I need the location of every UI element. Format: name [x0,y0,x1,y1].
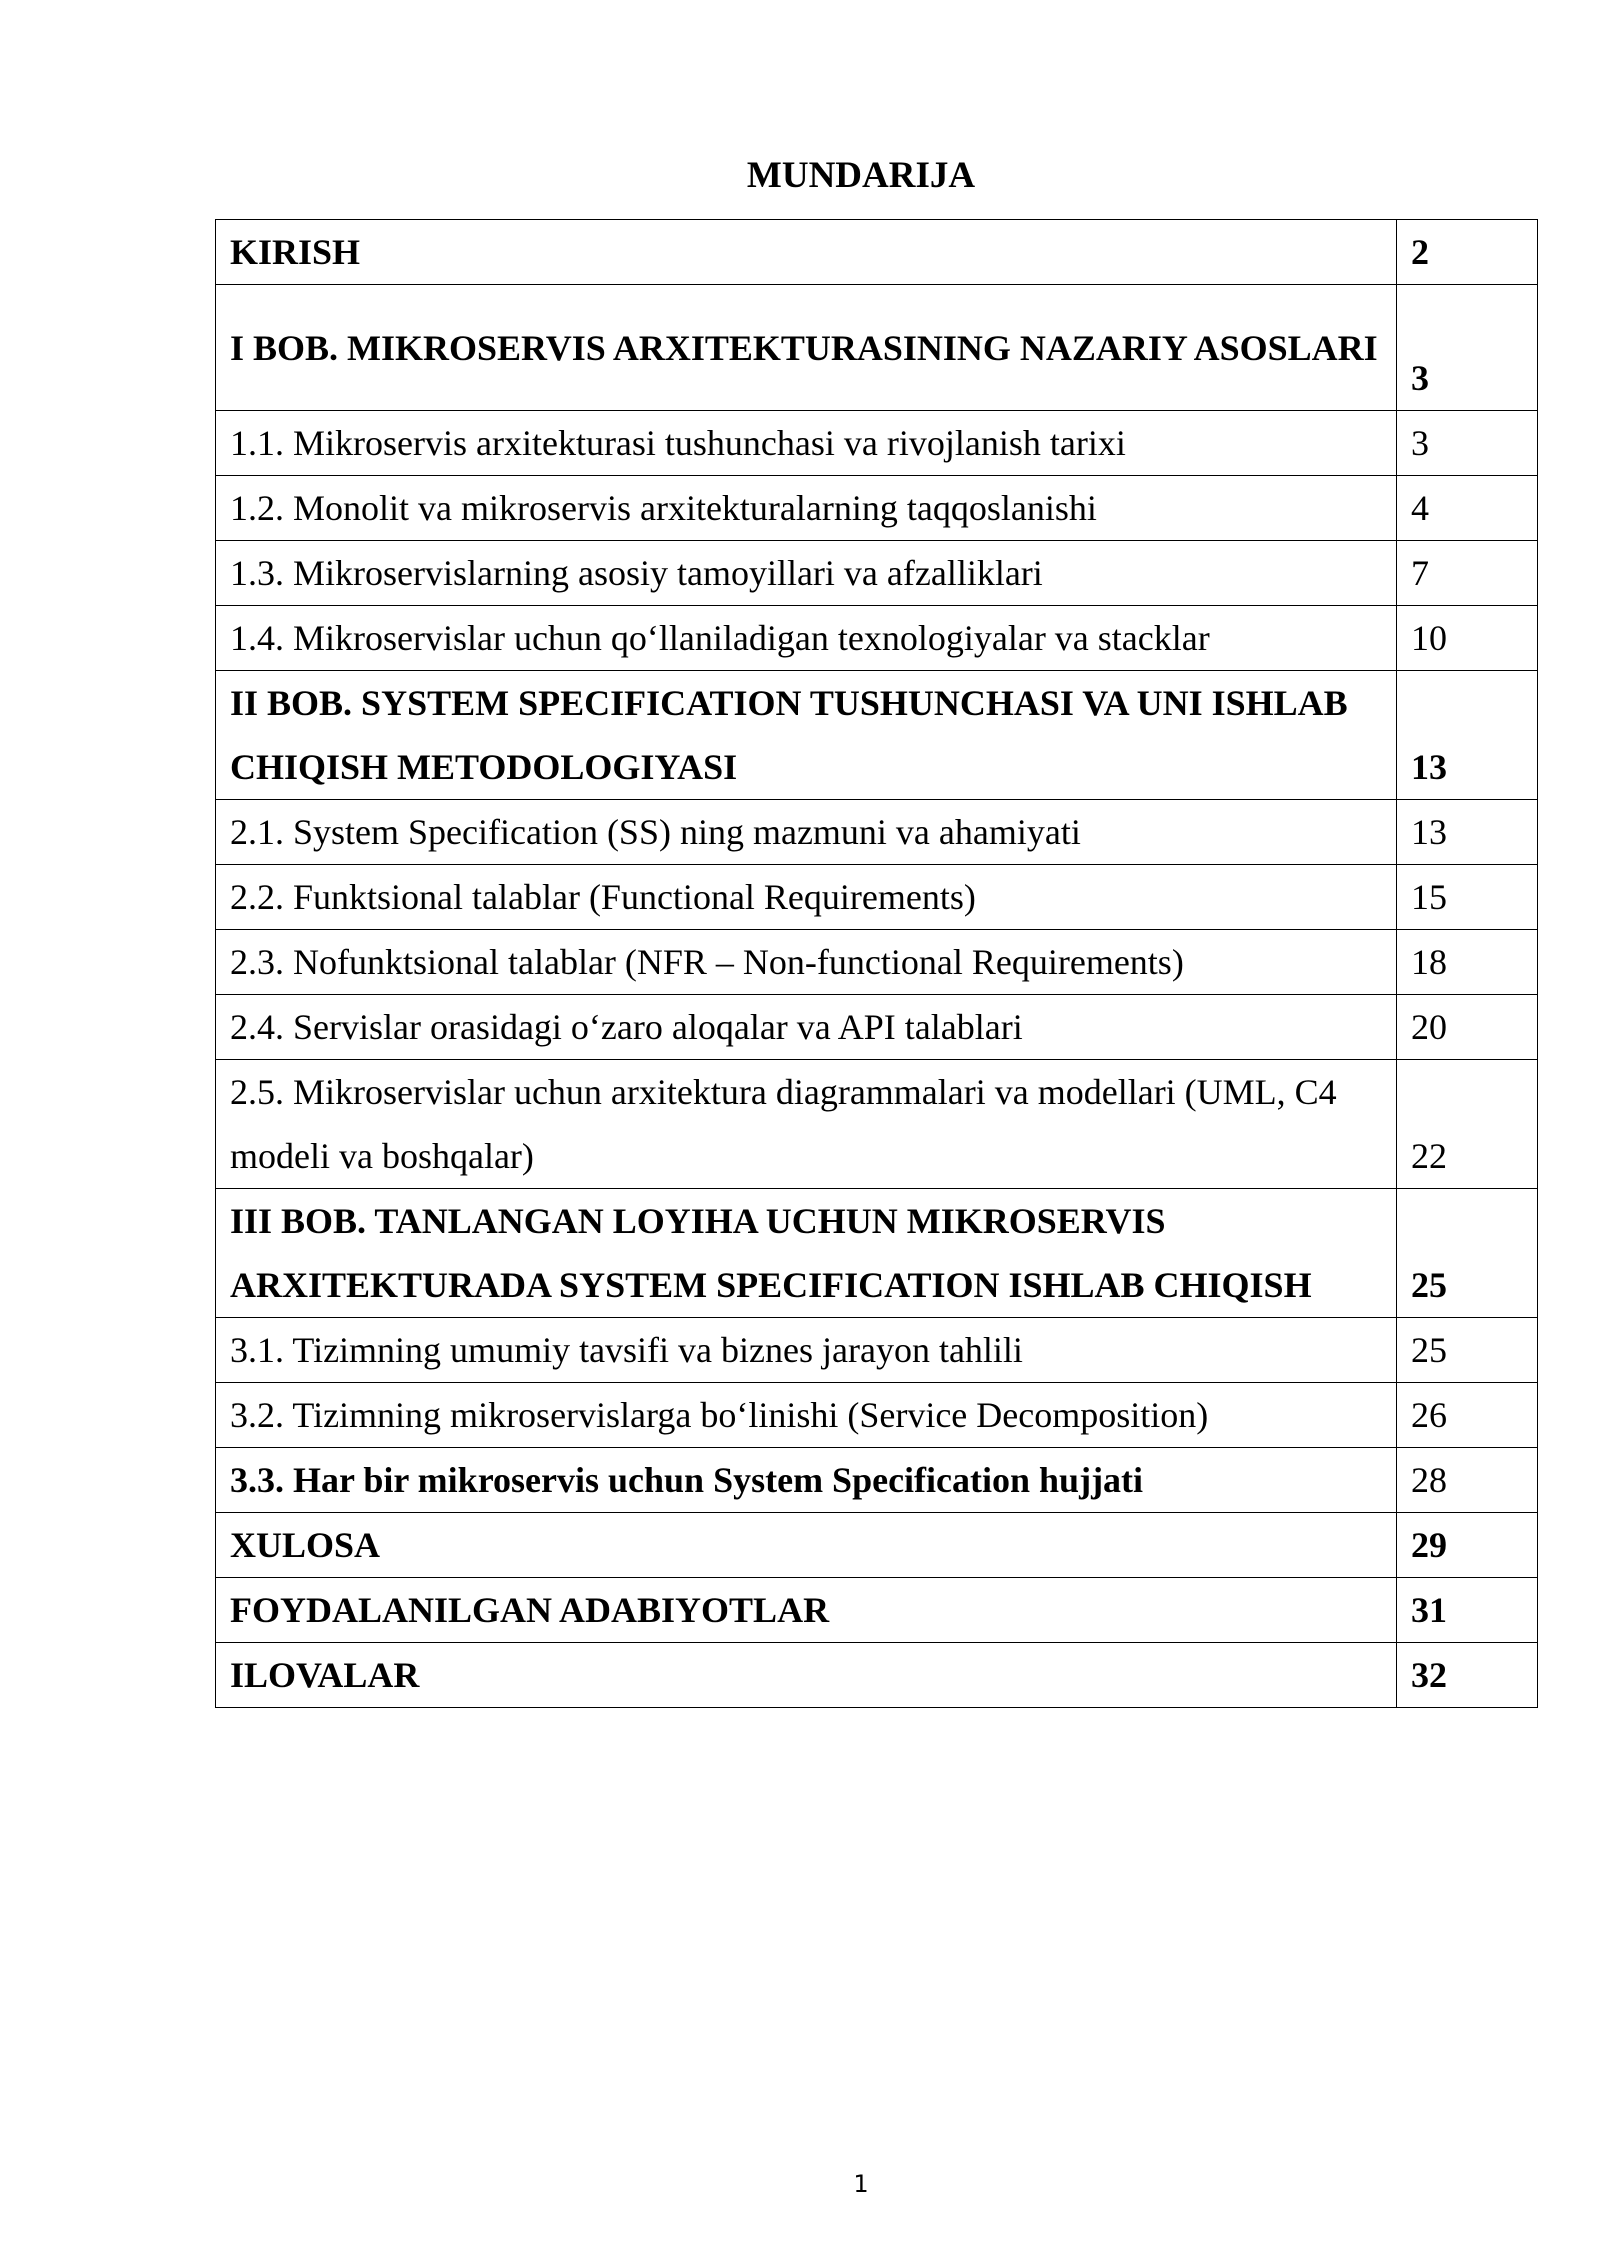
toc-entry-page: 13 [1397,671,1538,800]
toc-entry-title: 1.3. Mikroservislarning asosiy tamoyillari va afzalliklari [216,541,1397,606]
toc-entry-title: 2.5. Mikroservislar uchun arxitektura diagrammalari va modellari (UML, C4 modeli va boshqalar) [216,1060,1397,1189]
toc-row [216,865,1538,930]
toc-entry-page: 25 [1397,1318,1538,1383]
table-of-contents [215,219,1538,1708]
toc-entry-title: 2.3. Nofunktsional talablar (NFR – Non-functional Requirements) [216,930,1397,995]
toc-entry-page: 26 [1397,1383,1538,1448]
toc-entry-page: 10 [1397,606,1538,671]
toc-row [216,411,1538,476]
toc-entry-title: 1.4. Mikroservislar uchun qoʻllaniladigan texnologiyalar va stacklar [216,606,1397,671]
toc-entry-page: 18 [1397,930,1538,995]
toc-entry-title: 3.3. Har bir mikroservis uchun System Specification hujjati [216,1448,1397,1513]
toc-entry-page: 29 [1397,1513,1538,1578]
toc-entry-title: II BOB. SYSTEM SPECIFICATION TUSHUNCHASI VA UNI ISHLAB CHIQISH METODOLOGIYASI [216,671,1397,800]
toc-row [216,1643,1538,1708]
toc-row [216,285,1538,411]
toc-entry-title: 1.1. Mikroservis arxitekturasi tushunchasi va rivojlanish tarixi [216,411,1397,476]
toc-row [216,930,1538,995]
toc-entry-page: 25 [1397,1189,1538,1318]
toc-row [216,1513,1538,1578]
toc-entry-page: 22 [1397,1060,1538,1189]
toc-entry-page: 3 [1397,411,1538,476]
toc-entry-title: KIRISH [216,220,1397,285]
toc-row [216,541,1538,606]
toc-body [216,220,1538,1708]
toc-row [216,1318,1538,1383]
toc-entry-page: 2 [1397,220,1538,285]
toc-entry-title: 1.2. Monolit va mikroservis arxitekturalarning taqqoslanishi [216,476,1397,541]
toc-entry-title: 2.1. System Specification (SS) ning mazmuni va ahamiyati [216,800,1397,865]
page-number: 1 [853,2170,869,2198]
toc-entry-page: 28 [1397,1448,1538,1513]
toc-entry-page: 32 [1397,1643,1538,1708]
toc-row [216,606,1538,671]
toc-entry-title: 3.2. Tizimning mikroservislarga boʻlinishi (Service Decomposition) [216,1383,1397,1448]
toc-entry-page: 4 [1397,476,1538,541]
toc-entry-title: III BOB. TANLANGAN LOYIHA UCHUN MIKROSERVIS ARXITEKTURADA SYSTEM SPECIFICATION ISHLAB CHIQISH [216,1189,1397,1318]
toc-row [216,800,1538,865]
toc-row [216,995,1538,1060]
toc-row [216,1578,1538,1643]
toc-entry-page: 13 [1397,800,1538,865]
toc-entry-title: ILOVALAR [216,1643,1397,1708]
toc-row [216,1060,1538,1189]
toc-entry-page: 7 [1397,541,1538,606]
toc-entry-title: 2.4. Servislar orasidagi oʻzaro aloqalar va API talablari [216,995,1397,1060]
toc-entry-title: XULOSA [216,1513,1397,1578]
toc-entry-title: 3.1. Tizimning umumiy tavsifi va biznes jarayon tahlili [216,1318,1397,1383]
toc-row [216,1448,1538,1513]
toc-entry-title: FOYDALANILGAN ADABIYOTLAR [216,1578,1397,1643]
toc-entry-page: 3 [1397,285,1538,411]
toc-entry-page: 31 [1397,1578,1538,1643]
toc-row [216,220,1538,285]
toc-entry-page: 20 [1397,995,1538,1060]
page-title: MUNDARIJA [746,155,976,196]
toc-entry-title: I BOB. MIKROSERVIS ARXITEKTURASINING NAZARIY ASOSLARI [216,285,1397,411]
toc-row [216,1189,1538,1318]
toc-row [216,476,1538,541]
toc-row [216,671,1538,800]
toc-entry-title: 2.2. Funktsional talablar (Functional Requirements) [216,865,1397,930]
toc-row [216,1383,1538,1448]
toc-entry-page: 15 [1397,865,1538,930]
